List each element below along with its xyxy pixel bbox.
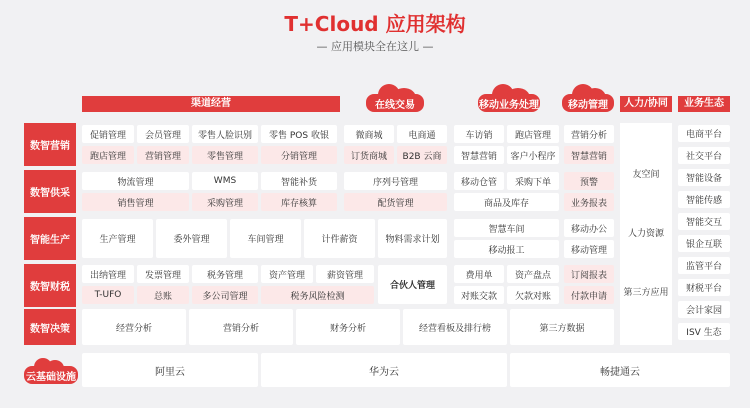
cell-payment[interactable]: 付款申请: [564, 286, 614, 304]
cell-wms[interactable]: WMS: [192, 172, 258, 190]
cell-promo[interactable]: 促销管理: [82, 125, 134, 143]
eco-item[interactable]: 智能设备: [678, 169, 730, 186]
cell-visit-sales[interactable]: 车访销: [454, 125, 504, 143]
cell-smart-workshop[interactable]: 智慧车间: [454, 219, 559, 237]
cell-outsource[interactable]: 委外管理: [156, 219, 227, 258]
row-label-finance: 数智财税: [24, 264, 76, 307]
header-mobile-mgmt: 移动管理: [562, 94, 614, 112]
cell-mkt-analysis-2[interactable]: 营销分析: [189, 309, 293, 345]
cell-logistics[interactable]: 物流管理: [82, 172, 189, 190]
cell-mkt-analysis[interactable]: 营销分析: [564, 125, 614, 143]
cell-ledger[interactable]: 总账: [137, 286, 189, 304]
eco-item[interactable]: 监管平台: [678, 257, 730, 274]
cell-third-data[interactable]: 第三方数据: [510, 309, 614, 345]
cell-production[interactable]: 生产管理: [82, 219, 153, 258]
eco-item[interactable]: 电商平台: [678, 125, 730, 142]
cell-aliyun[interactable]: 阿里云: [82, 353, 258, 387]
cell-smart-mkt-2[interactable]: 智慧营销: [564, 146, 614, 164]
cell-order-mall[interactable]: 订货商城: [344, 146, 394, 164]
cell-mkt-mgmt[interactable]: 营销管理: [137, 146, 189, 164]
cell-inventory[interactable]: 库存核算: [261, 193, 337, 211]
cell-sub-report[interactable]: 订阅报表: [564, 265, 614, 283]
cell-tax[interactable]: 税务管理: [192, 265, 258, 283]
cell-piece-wage[interactable]: 计件薪资: [304, 219, 375, 258]
header-hr: 人力/协同: [620, 96, 672, 112]
cell-alert[interactable]: 预警: [564, 172, 614, 190]
cell-mini-program[interactable]: 客户小程序: [507, 146, 559, 164]
cell-debt[interactable]: 欠款对账: [507, 286, 559, 304]
eco-item[interactable]: ISV 生态: [678, 323, 730, 340]
cloud-mobile: [478, 84, 540, 114]
row-label-infra: 云基础设施: [24, 366, 78, 384]
cell-huawei[interactable]: 华为云: [261, 353, 507, 387]
cell-replenish[interactable]: 智能补货: [261, 172, 337, 190]
cell-mrp[interactable]: 物料需求计划: [378, 219, 447, 258]
cell-biz-analysis[interactable]: 经营分析: [82, 309, 186, 345]
cell-serial[interactable]: 序列号管理: [344, 172, 447, 190]
cell-tax-risk[interactable]: 税务风险检测: [261, 286, 374, 304]
cell-expense[interactable]: 费用单: [454, 265, 504, 283]
cell-reconcile[interactable]: 对账交款: [454, 286, 504, 304]
cell-third-app[interactable]: 第三方应用: [623, 287, 669, 298]
header-mobile: 移动业务处理: [478, 94, 540, 112]
cell-wechat-mall[interactable]: 微商城: [344, 125, 394, 143]
cell-chanjet[interactable]: 畅捷通云: [510, 353, 730, 387]
row-label-production: 智能生产: [24, 217, 76, 260]
page-title: T+Cloud 应用架构: [284, 12, 466, 36]
eco-item[interactable]: 智能交互: [678, 213, 730, 230]
row-label-marketing: 数智营销: [24, 123, 76, 166]
eco-item[interactable]: 银企互联: [678, 235, 730, 252]
cell-asset-check[interactable]: 资产盘点: [507, 265, 559, 283]
cell-mobile-office[interactable]: 移动办公: [564, 219, 614, 237]
eco-item[interactable]: 智能传感: [678, 191, 730, 208]
cell-allocation[interactable]: 配货管理: [344, 193, 447, 211]
eco-item[interactable]: 社交平台: [678, 147, 730, 164]
cloud-mobile-mgmt: [562, 84, 614, 114]
cell-mobile-warehouse[interactable]: 移动仓管: [454, 172, 504, 190]
cell-dashboard[interactable]: 经营看板及排行榜: [403, 309, 507, 345]
cell-mobile-mgmt[interactable]: 移动管理: [564, 240, 614, 258]
cloud-online: [366, 84, 424, 114]
cell-mobile-report[interactable]: 移动报工: [454, 240, 559, 258]
cell-hr[interactable]: 人力资源: [627, 228, 664, 239]
cell-tufo[interactable]: T-UFO: [82, 286, 134, 304]
cell-asset[interactable]: 资产管理: [261, 265, 313, 283]
cell-retail[interactable]: 零售管理: [192, 146, 258, 164]
header-channel: 渠道经营: [82, 96, 340, 112]
cell-fin-analysis[interactable]: 财务分析: [296, 309, 400, 345]
row-label-supply: 数智供采: [24, 170, 76, 213]
cell-store-run[interactable]: 跑店管理: [507, 125, 559, 143]
cell-purchase[interactable]: 采购管理: [192, 193, 258, 211]
cell-face[interactable]: 零售人脸识别: [192, 125, 258, 143]
cell-biz-report[interactable]: 业务报表: [564, 193, 614, 211]
eco-item[interactable]: 会计家园: [678, 301, 730, 318]
cell-friend-space[interactable]: 友空间: [632, 169, 660, 180]
page-subtitle: — 应用模块全在这儿 —: [316, 40, 434, 53]
cell-workshop[interactable]: 车间管理: [230, 219, 301, 258]
cell-member[interactable]: 会员管理: [137, 125, 189, 143]
cell-smart-mkt[interactable]: 智慧营销: [454, 146, 504, 164]
header-online: 在线交易: [366, 94, 424, 112]
cell-pos[interactable]: 零售 POS 收银: [261, 125, 337, 143]
cell-salary[interactable]: 薪资管理: [316, 265, 374, 283]
cell-sales[interactable]: 销售管理: [82, 193, 189, 211]
cell-invoice[interactable]: 发票管理: [137, 265, 189, 283]
cell-b2b[interactable]: B2B 云商: [397, 146, 447, 164]
cell-store-run-2[interactable]: 跑店管理: [82, 146, 134, 164]
cell-purchase-order[interactable]: 采购下单: [507, 172, 559, 190]
cell-cashier[interactable]: 出纳管理: [82, 265, 134, 283]
eco-item[interactable]: 财税平台: [678, 279, 730, 296]
cell-goods-stock[interactable]: 商品及库存: [454, 193, 559, 211]
header-eco: 业务生态: [678, 96, 730, 112]
cell-partner[interactable]: 合伙人管理: [378, 265, 447, 304]
cell-multi-company[interactable]: 多公司管理: [192, 286, 258, 304]
cell-ecommerce[interactable]: 电商通: [397, 125, 447, 143]
cell-distribution[interactable]: 分销管理: [261, 146, 337, 164]
cloud-infra: [24, 362, 78, 384]
row-label-decision: 数智决策: [24, 309, 76, 345]
